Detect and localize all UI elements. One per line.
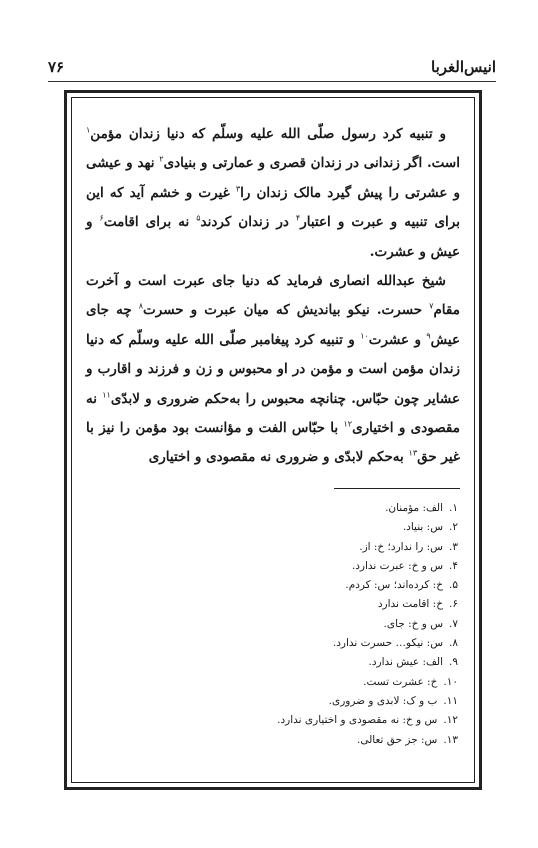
- book-title: انیس‌الغربا: [431, 57, 496, 76]
- footnote-item: ۵.خ: کرده‌اند؛ س: کردم.: [345, 579, 458, 592]
- footnote-item: ۳.س: را ندارد؛ خ: از.: [359, 540, 458, 553]
- footnote-ref-11: ۱۱: [102, 390, 111, 400]
- footnote-separator: [334, 488, 460, 489]
- footnote-ref-9: ۹: [426, 331, 431, 341]
- footnote-ref-12: ۱۲: [343, 419, 353, 429]
- footnote-ref-13: ۱۳: [408, 448, 418, 458]
- footnote-item: ۲.س: بنیاد.: [402, 521, 458, 534]
- footnote-item: ۹.الف: عیش ندارد.: [368, 656, 458, 669]
- footnote-item: ۱۳.س: جز حق تعالی.: [356, 733, 458, 746]
- footnotes: [90, 499, 458, 750]
- page-number: ۷۶: [48, 57, 65, 76]
- footnote-item: ۸.س: نیکو… حسرت ندارد.: [332, 637, 458, 650]
- footnote-ref-2: ۲: [159, 154, 164, 164]
- running-header: [48, 52, 496, 82]
- main-text: [86, 120, 460, 473]
- footnote-ref-10: ۱۰: [360, 331, 369, 341]
- footnote-item: ۱۰.خ: عشرت تست.: [363, 675, 458, 688]
- footnote-item: ۱۲.س و خ: نه مقصودی و اختیاری ندارد.: [277, 714, 458, 727]
- footnote-ref-5: ۵: [196, 213, 201, 223]
- footnote-item: ۷.س و خ: جای.: [383, 617, 458, 630]
- footnote-ref-1: ۱: [86, 125, 91, 135]
- footnote-item: ۱.الف: مؤمنان.: [385, 502, 458, 514]
- footnote-ref-4: ۴: [295, 213, 301, 223]
- footnote-item: ۴.س و خ: عبرت ندارد.: [351, 559, 458, 572]
- footnote-ref-7: ۷: [429, 301, 434, 311]
- footnote-ref-8: ۸: [138, 301, 144, 311]
- footnote-ref-6: ۶: [99, 213, 104, 223]
- footnote-ref-3: ۳: [235, 184, 241, 194]
- footnote-item: ۱۱.ب و ک: لابدی و ضروری.: [328, 694, 458, 707]
- footnote-item: ۶.خ: اقامت ندارد: [377, 598, 458, 611]
- paragraph-1: و تنبیه کرد رسول صلّی الله علیه وسلّم که دنیا زندان مؤمن$^۱$ است. اگر زندانی در زندان قصری و عمارتی و بنیادی$^۲$ نهد و عیشی و عشرتی را پیش گیرد مالک زندان را$^۳$ غیرت و خشم آید که این برای تنبیه و عبرت و اعتبار$^۴$ در زندان کردند$^۵$ نه برای اقامت$^۶$ و عیش و عشرت.: [86, 125, 460, 260]
- paragraph-2: شیخ عبدالله انصاری فرماید که دنیا جای عبرت است و آخرت مقام$^۷$ حسرت. نیکو بیاندیش که میان عبرت و حسرت$^۸$ چه جای عیش$^۹$ و عشرت$^{۱۰}$ و تنبیه کرد پیغامبر صلّی الله علیه وسلّم که دنیا زندان مؤمن است و مؤمن در او محبوس و زن و فرزند و اقارب و عشایر چون حبّاس. چنانچه محبوس را به‌حکم ضروری و لابدّی$^{۱۱}$ نه مقصودی و اختیاری$^{۱۲}$ با حبّاس الفت و مؤانست بود مؤمن را نیز با غیر حق$^{۱۳}$ به‌حکم لابدّی و ضروری نه مقصودی و اختیاری: [86, 273, 460, 466]
